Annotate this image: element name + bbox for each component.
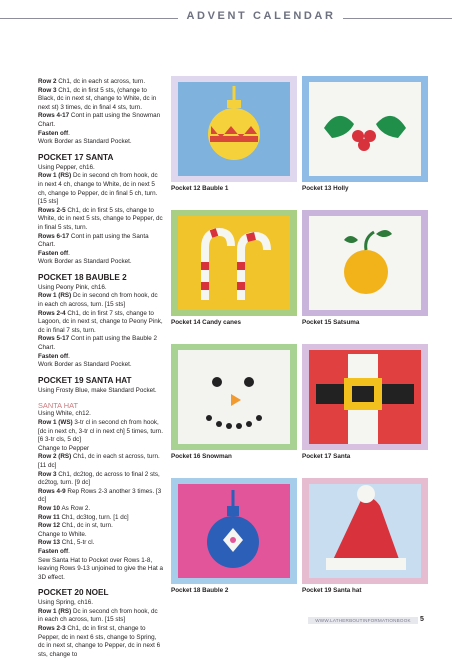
row-label: Fasten off	[38, 249, 69, 257]
instruction-line	[38, 78, 164, 87]
row-label: Row 1 (RS)	[38, 172, 72, 180]
row-label: Row 1 (RS)	[38, 607, 72, 615]
row-text: Using Pepper, ch16.	[38, 163, 95, 171]
pocket-heading: POCKET 19 SANTA HAT	[38, 375, 132, 385]
row-text: Change to White.	[38, 530, 87, 538]
instruction-line	[38, 353, 164, 362]
row-text: Change to Pepper	[38, 444, 90, 452]
row-label: Rows 5-17	[38, 335, 70, 343]
crochet-pocket-image	[302, 344, 428, 450]
instruction-line	[38, 292, 164, 309]
crochet-pocket-image	[302, 478, 428, 584]
photo-caption: Pocket 16 Snowman	[171, 453, 232, 460]
instruction-line	[38, 335, 164, 352]
row-label: Row 12	[38, 522, 61, 530]
crochet-pocket-image	[171, 478, 297, 584]
row-label: Row 2	[38, 78, 57, 85]
instruction-line	[38, 250, 164, 259]
pocket-photo	[302, 344, 428, 450]
row-label: Fasten off	[38, 129, 69, 137]
row-text: Ch1, dc in first 5 sts, change to White, dc in next 5 sts, change to Pepper, dc in final 5 sts, turn.	[38, 206, 163, 231]
pattern-instructions	[38, 78, 164, 659]
instruction-line	[38, 548, 164, 557]
sub-heading: SANTA HAT	[38, 401, 78, 411]
row-text: Cont in patt using the Bauble 2 Chart.	[38, 335, 158, 352]
instruction-line	[38, 488, 164, 505]
row-text: Using Frosty Blue, make Standard Pocket.	[38, 386, 157, 394]
row-label: Row 3	[38, 470, 57, 478]
photo-caption: Pocket 15 Satsuma	[302, 319, 360, 326]
photo-caption: Pocket 18 Bauble 2	[171, 587, 229, 594]
instruction-line	[38, 531, 164, 540]
pocket-heading: POCKET 20 NOEL	[38, 588, 109, 598]
row-text: Dc in second ch from hook, dc in each ch across, turn. [15 sts]	[38, 607, 158, 624]
row-text: Rep Rows 2-3 another 3 times. [3 dc]	[38, 487, 162, 504]
row-text: Work Border as Standard Pocket.	[38, 361, 132, 369]
row-label: Row 2 (RS)	[38, 453, 72, 461]
instruction-line	[38, 207, 164, 233]
row-text: Ch1, dc2tog, dc across to final 2 sts, dc2tog, turn. [9 dc]	[38, 470, 160, 487]
row-text: .	[68, 249, 70, 257]
header-rule-right	[343, 18, 452, 19]
pocket-photo	[171, 478, 297, 584]
pocket-photo	[302, 76, 428, 182]
row-label: Rows 6-17	[38, 232, 70, 240]
instruction-line	[38, 505, 164, 514]
instruction-line	[38, 410, 164, 419]
page-number: 5	[420, 616, 424, 623]
row-label: Rows 2-3	[38, 625, 66, 633]
instruction-line	[38, 539, 164, 548]
instruction-line	[38, 172, 164, 206]
pocket-photo	[171, 210, 297, 316]
pocket-heading: POCKET 18 BAUBLE 2	[38, 272, 127, 282]
photo-caption: Pocket 17 Santa	[302, 453, 351, 460]
pocket-photo	[302, 210, 428, 316]
row-label: Fasten off	[38, 547, 69, 555]
row-label: Rows 2-5	[38, 206, 66, 214]
pocket-photo	[302, 478, 428, 584]
row-text: Cont in patt using the Snowman Chart.	[38, 112, 161, 128]
row-label: Row 11	[38, 513, 60, 521]
page-header	[0, 0, 452, 36]
row-label: Row 10	[38, 504, 61, 512]
row-label: Rows 2-4	[38, 309, 66, 317]
row-text: Ch1, dc in st, turn.	[60, 522, 113, 530]
crochet-pocket-image	[302, 210, 428, 316]
row-text: Ch1, dc in each st across, turn.	[56, 78, 146, 85]
row-text: .	[68, 547, 70, 555]
instruction-line	[38, 599, 164, 608]
instruction-line	[38, 514, 164, 523]
row-text: Ch1, dc in first st, change to Pepper, dc in next 6 sts, change to Spring, dc in next st, change to Pepper, dc in next 6 sts, change to	[38, 625, 161, 658]
row-label: Row 1 (WS)	[38, 419, 73, 426]
pocket-photo	[171, 76, 297, 182]
instruction-line	[38, 387, 164, 396]
row-text: Dc in second ch from hook, dc in next 4 ch, change to White, dc in next 5 ch, change to Pepper, dc in final 5 ch, turn. [15 sts]	[38, 172, 158, 206]
row-text: Ch1, dc in first 5 sts, (change to Black, dc in next st, change to White, dc in next st) 3 times, dc in final 4 sts, turn.	[38, 86, 157, 111]
row-label: Row 13	[38, 539, 61, 547]
row-text: Work Border as Standard Pocket.	[38, 138, 132, 146]
header-rule-left	[0, 18, 178, 19]
row-text: Cont in patt using the Santa Chart.	[38, 232, 149, 249]
row-text: Ch1, 5-tr cl.	[60, 539, 95, 547]
instruction-line	[38, 138, 164, 147]
photo-caption: Pocket 14 Candy canes	[171, 319, 242, 326]
instruction-line	[38, 522, 164, 531]
pocket-heading: POCKET 17 SANTA	[38, 152, 114, 162]
row-text: Ch1, dc in each st across, turn. [11 dc]	[38, 453, 160, 469]
photo-caption: Pocket 19 Santa hat	[302, 587, 362, 594]
photo-caption: Pocket 12 Bauble 1	[171, 185, 229, 192]
instruction-line	[38, 233, 164, 250]
instruction-line	[38, 445, 164, 454]
row-text: Ch1, dc3tog, turn. [1 dc]	[59, 513, 129, 521]
instruction-line	[38, 87, 164, 113]
photo-caption: Pocket 13 Holly	[302, 185, 349, 192]
section-title: ADVENT CALENDAR	[186, 10, 336, 22]
instruction-line	[38, 164, 164, 173]
row-label: Rows 4-9	[38, 487, 66, 495]
instruction-line	[38, 130, 164, 139]
instruction-line	[38, 608, 164, 625]
row-text: .	[68, 129, 70, 137]
row-text: Using White, ch12.	[38, 410, 91, 418]
crochet-pocket-image	[171, 344, 297, 450]
row-text: .	[68, 352, 70, 360]
instruction-line	[38, 453, 164, 470]
row-text: Ch1, dc in first 7 sts, change to Lagoon, dc in next st, change to Peony Pink, dc in final 7 sts, turn.	[38, 309, 163, 334]
crochet-pocket-image	[302, 76, 428, 182]
instruction-line	[38, 258, 164, 267]
row-text: As Row 2.	[60, 504, 91, 512]
crochet-pocket-image	[171, 210, 297, 316]
row-label: Row 1 (RS)	[38, 292, 72, 300]
footer-url: WWW.LATHERBOUTINFORMATIONBOOK	[308, 617, 418, 624]
row-label: Fasten off	[38, 352, 69, 360]
row-text: Sew Santa Hat to Pocket over Rows 1-8, leaving Rows 9-13 unjoined to give the Hat a 3D effect.	[38, 556, 163, 581]
row-text: Dc in second ch from hook, dc in each ch across, turn. [15 sts]	[38, 292, 158, 309]
row-text: Using Peony Pink, ch16.	[38, 283, 107, 291]
instruction-line	[38, 471, 164, 488]
instruction-line	[38, 419, 164, 445]
crochet-pocket-image	[171, 76, 297, 182]
row-text: Using Spring, ch16.	[38, 599, 93, 607]
instruction-line	[38, 310, 164, 336]
instruction-line	[38, 284, 164, 293]
row-label: Rows 4-17	[38, 112, 70, 120]
pocket-photo	[171, 344, 297, 450]
row-text: Work Border as Standard Pocket.	[38, 258, 132, 266]
instruction-line	[38, 112, 164, 129]
row-label: Row 3	[38, 86, 57, 94]
row-text: 3-tr cl in second ch from hook, [dc in next ch, 3-tr cl in next ch] 5 times, turn. [6 3-tr cls, 5 dc]	[38, 419, 163, 444]
instruction-line	[38, 361, 164, 370]
instruction-line	[38, 625, 164, 659]
instruction-line	[38, 557, 164, 583]
